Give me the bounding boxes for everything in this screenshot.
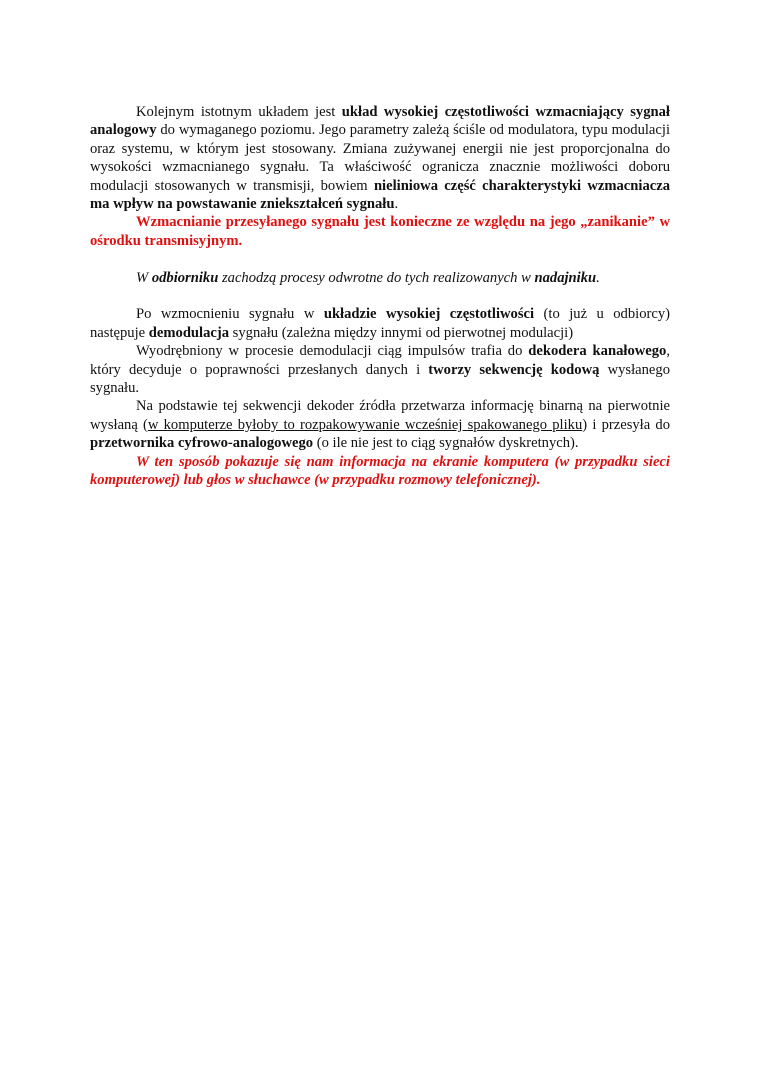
blank-line — [90, 250, 670, 268]
text-run: Kolejnym istotnym układem jest — [136, 104, 342, 120]
text-run: wysłanego sygnału. — [90, 361, 670, 397]
text-run: . — [596, 269, 600, 286]
red-bold-text: Wzmacnianie przesyłanego sygnału jest konieczne ze względu na jego „zanikanie” w ośrodku transmisyjnym. — [90, 214, 670, 249]
paragraph-source-decoder — [90, 397, 670, 452]
text-run: (o ile nie jest to ciąg sygnałów dyskretnych). — [313, 435, 579, 452]
underlined-text: w komputerze byłoby to rozpakowywanie wcześniej spakowanego pliku — [147, 416, 583, 433]
bold-term: przetwornika cyfrowo-analogowego — [90, 435, 314, 452]
text-run: Po wzmocnieniu sygnału w — [136, 306, 324, 323]
bold-term: układ wysokiej częstotliwości wzmacniający sygnał analogowy — [90, 104, 670, 139]
paragraph-rf-amplifier — [90, 103, 670, 213]
paragraph-receiver-intro — [90, 269, 670, 287]
bold-term: odbiorniku — [151, 269, 219, 286]
italic-text-run — [136, 270, 600, 286]
paragraph-red-note-amplification — [90, 213, 670, 250]
paragraph-channel-decoder — [90, 342, 670, 397]
bold-term: układzie wysokiej częstotliwości — [323, 306, 535, 323]
text-run: do wymaganego poziomu. Jego parametry zależą ściśle od modulatora, typu modulacji oraz systemu, w którym jest stosowany. Zmiana zużywanej energii nie jest proporcjonalna do wysokości wzmacnianego sygnału. Ta właściwość ogranicza znacznie możliwości doboru modulacji stosowanych w transmisji, bowiem — [90, 122, 670, 194]
text-run: (to już u odbiorcy) następuje — [90, 306, 670, 341]
text-run: W — [136, 269, 152, 286]
red-bold-italic-text — [90, 454, 670, 488]
text-run: Wyodrębniony w procesie demodulacji ciąg impulsów trafia do — [136, 343, 529, 360]
paragraph-red-note-result — [90, 453, 670, 490]
bold-term: dekodera kanałowego — [528, 343, 667, 360]
bold-term: demodulacja — [148, 324, 230, 341]
text-run: zachodzą procesy odwrotne do tych realizowanych w — [218, 269, 535, 286]
text-run: ) i przesyła do — [582, 416, 670, 433]
bold-term: nieliniowa część charakterystyki wzmacniacza ma wpływ na powstawanie zniekształceń sygnału — [90, 177, 670, 213]
blank-line — [90, 287, 670, 305]
document-page — [90, 103, 670, 490]
text-run: , który decyduje o poprawności przesłanych danych i — [90, 343, 671, 378]
text-run: Na podstawie tej sekwencji dekoder źródła przetwarza informację binarną na pierwotnie wysłaną ( — [90, 398, 670, 433]
paragraph-demodulation — [90, 305, 670, 342]
text-run: . — [394, 196, 399, 213]
red-italic-text: W ten sposób pokazuje się nam informacja na ekranie komputera (w przypadku sieci komputerowej) lub głos w słuchawce (w przypadku rozmowy telefonicznej). — [90, 453, 670, 489]
bold-term: tworzy sekwencję kodową — [428, 361, 600, 378]
bold-term: nadajniku — [534, 269, 597, 286]
text-run: sygnału (zależna między innymi od pierwotnej modulacji) — [229, 324, 574, 341]
